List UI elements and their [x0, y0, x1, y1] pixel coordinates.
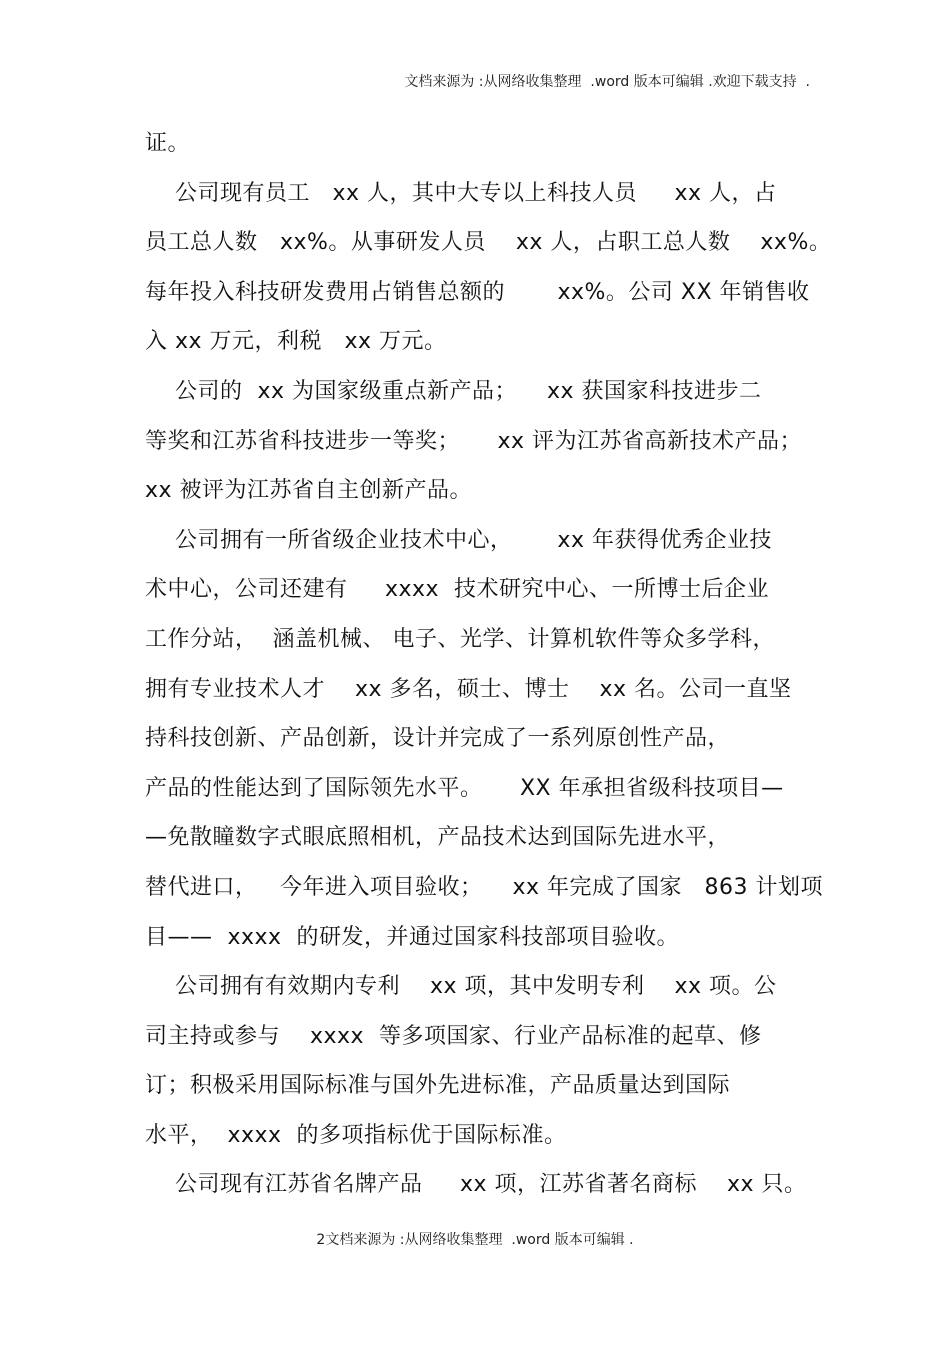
body-line: 入 xx 万元，利税 xx 万元。: [145, 329, 447, 355]
body-line: 司主持或参与 xxxx 等多项国家、行业产品标准的起草、修: [145, 1023, 762, 1049]
body-line: 术中心，公司还建有 xxxx 技术研究中心、一所博士后企业: [145, 577, 770, 603]
body-line: 工作分站， 涵盖机械、 电子、光学、计算机软件等众多学科，: [145, 626, 775, 652]
body-line: 产品的性能达到了国际领先水平。 XX 年承担省级科技项目—: [145, 775, 784, 801]
body-line: —免散瞳数字式眼底照相机，产品技术达到国际先进水平，: [145, 825, 731, 851]
body-line: 拥有专业技术人才 xx 多名，硕士、博士 xx 名。公司一直坚: [145, 676, 792, 702]
body-line: 水平， xxxx 的多项指标优于国际标准。: [145, 1122, 567, 1148]
body-line: 替代进口， 今年进入项目验收； xx 年完成了国家 863 计划项: [145, 874, 823, 900]
body-line: 目—— xxxx 的研发，并通过国家科技部项目验收。: [145, 924, 680, 950]
body-line: 公司的 xx 为国家级重点新产品； xx 获国家科技进步二: [145, 378, 762, 404]
body-line: 每年投入科技研发费用占销售总额的 xx%。公司 XX 年销售收: [145, 279, 810, 305]
body-line: 等奖和江苏省科技进步一等奖； xx 评为江苏省高新技术产品；: [145, 428, 802, 454]
body-line: 公司现有员工 xx 人，其中大专以上科技人员 xx 人，占: [145, 180, 777, 206]
body-line: 公司拥有有效期内专利 xx 项，其中发明专利 xx 项。公: [145, 974, 777, 1000]
body-line: 公司现有江苏省名牌产品 xx 项，江苏省著名商标 xx 只。: [145, 1172, 807, 1198]
body-line: 员工总人数 xx%。从事研发人员 xx 人，占职工总人数 xx%。: [145, 230, 832, 256]
body-line: 公司拥有一所省级企业技术中心， xx 年获得优秀企业技: [145, 527, 772, 553]
document-body: [145, 124, 832, 1215]
page-header: 文档来源为 :从网络收集整理 .word 版本可编辑 .欢迎下载支持 .: [404, 74, 810, 90]
body-line: 证。: [145, 131, 191, 156]
body-line: xx 被评为江苏省自主创新产品。: [145, 478, 473, 504]
body-line: 持科技创新、产品创新，设计并完成了一系列原创性产品，: [145, 726, 731, 752]
page-footer: 2文档来源为 :从网络收集整理 .word 版本可编辑 .: [316, 1232, 634, 1248]
body-line: 订；积极采用国际标准与国外先进标准，产品质量达到国际: [145, 1073, 731, 1099]
